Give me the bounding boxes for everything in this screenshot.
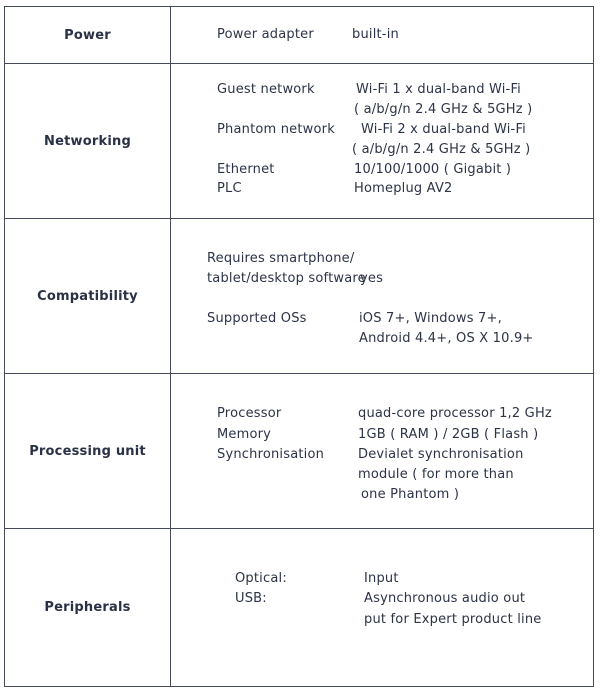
spec-value: Wi-Fi 2 x dual-band Wi-Fi bbox=[361, 122, 526, 137]
spec-label: Requires smartphone/ bbox=[207, 251, 355, 266]
category-networking: Networking bbox=[5, 64, 171, 219]
spec-value: Android 4.4+, OS X 10.9+ bbox=[359, 331, 534, 346]
spec-value: ( a/b/g/n 2.4 GHz & 5GHz ) bbox=[352, 142, 531, 157]
spec-label: Memory bbox=[217, 427, 272, 442]
detail-compatibility bbox=[171, 219, 594, 374]
spec-label: USB: bbox=[235, 591, 267, 606]
spec-label: Guest network bbox=[217, 82, 315, 97]
spec-value: Homeplug AV2 bbox=[354, 181, 453, 196]
spec-label: PLC bbox=[217, 181, 242, 196]
spec-row-peripherals bbox=[5, 529, 594, 687]
spec-value: built-in bbox=[352, 27, 399, 42]
spec-label: Ethernet bbox=[217, 162, 275, 177]
spec-label: Processor bbox=[217, 406, 282, 421]
spec-label: tablet/desktop software bbox=[207, 271, 366, 286]
spec-value: yes bbox=[360, 271, 384, 286]
spec-label: Phantom network bbox=[217, 122, 335, 137]
spec-value: 10/100/1000 ( Gigabit ) bbox=[354, 162, 512, 177]
spec-value: Devialet synchronisation bbox=[358, 447, 524, 462]
category-compatibility: Compatibility bbox=[5, 219, 171, 374]
spec-row-power bbox=[5, 7, 594, 64]
spec-label: Power adapter bbox=[217, 27, 314, 42]
spec-value: ( a/b/g/n 2.4 GHz & 5GHz ) bbox=[354, 102, 533, 117]
detail-networking bbox=[171, 64, 594, 219]
detail-power bbox=[171, 7, 594, 64]
spec-label: Supported OSs bbox=[207, 311, 307, 326]
category-peripherals: Peripherals bbox=[5, 529, 171, 687]
spec-row-networking bbox=[5, 64, 594, 219]
spec-value: iOS 7+, Windows 7+, bbox=[359, 311, 502, 326]
category-processing-unit: Processing unit bbox=[5, 374, 171, 529]
spec-value: Input bbox=[364, 571, 399, 586]
spec-value: quad-core processor 1,2 GHz bbox=[358, 406, 552, 421]
spec-value: Wi-Fi 1 x dual-band Wi-Fi bbox=[356, 82, 521, 97]
spec-value: Asynchronous audio out bbox=[364, 591, 526, 606]
spec-value: put for Expert product line bbox=[364, 612, 542, 627]
detail-processing-unit bbox=[171, 374, 594, 529]
detail-peripherals bbox=[171, 529, 594, 687]
spec-row-compatibility bbox=[5, 219, 594, 374]
spec-label: Optical: bbox=[235, 571, 287, 586]
spec-value: one Phantom ) bbox=[361, 487, 460, 502]
spec-row-processing-unit bbox=[5, 374, 594, 529]
spec-value: 1GB ( RAM ) / 2GB ( Flash ) bbox=[358, 427, 539, 442]
spec-value: module ( for more than bbox=[358, 467, 514, 482]
category-power: Power bbox=[5, 7, 171, 64]
spec-label: Synchronisation bbox=[217, 447, 325, 462]
spec-table bbox=[4, 6, 594, 687]
